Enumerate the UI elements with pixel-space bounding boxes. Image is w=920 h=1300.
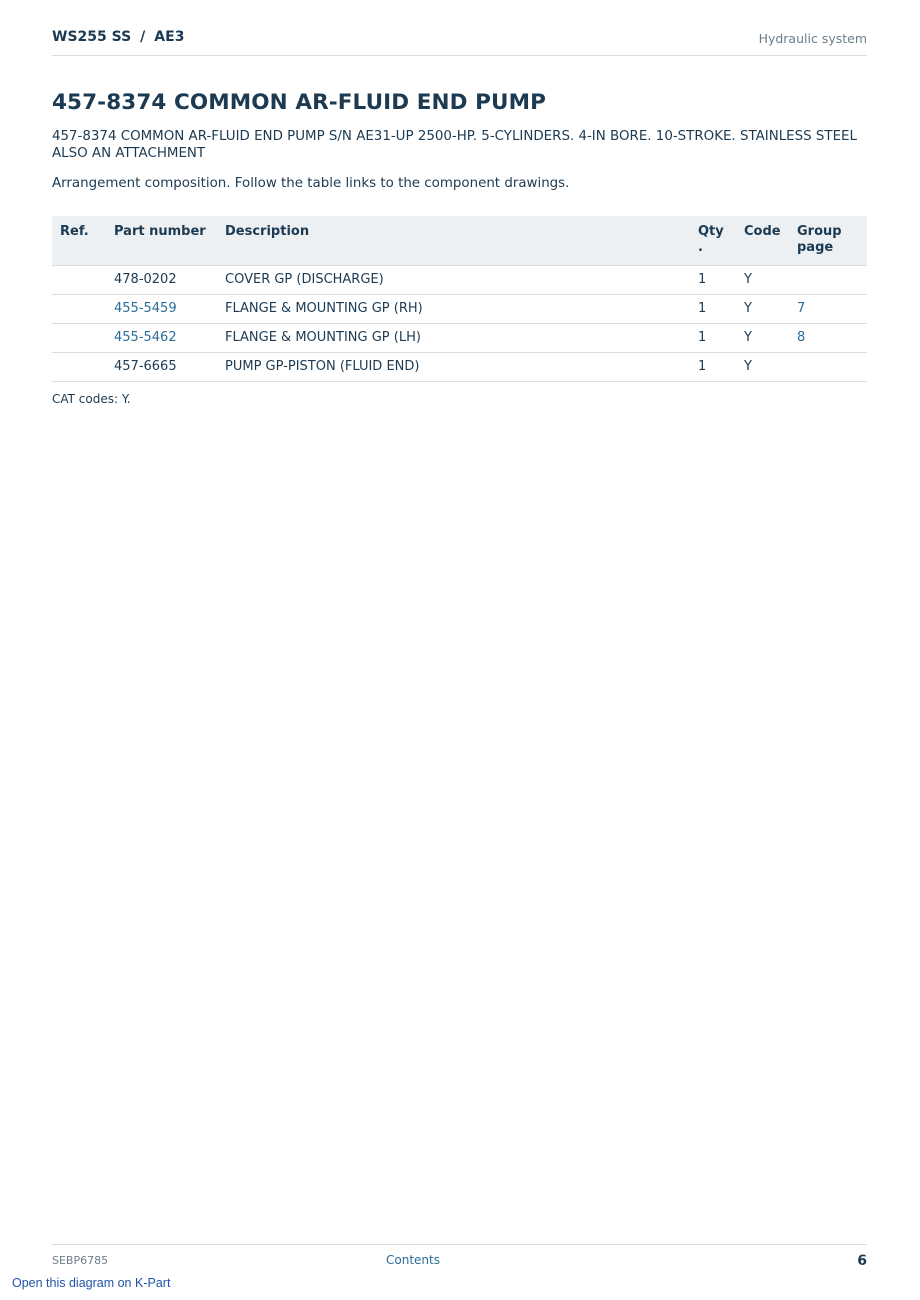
cell-qty: 1 [690, 295, 736, 324]
page-header [52, 28, 867, 56]
header-group-page: Group page [789, 216, 867, 266]
parts-table [52, 216, 867, 382]
cell-ref [52, 295, 106, 324]
cell-group-page [789, 266, 867, 295]
header-qty: Qty . [690, 216, 736, 266]
section-name: Hydraulic system [758, 31, 867, 46]
page-footer [52, 1244, 867, 1275]
table-row [52, 266, 867, 295]
cell-code: Y [736, 324, 789, 353]
header-breadcrumb [52, 29, 184, 45]
kpart-diagram-link[interactable]: Open this diagram on K-Part [12, 1276, 171, 1290]
group-page-link[interactable]: 8 [789, 324, 867, 353]
cell-description: FLANGE & MOUNTING GP (RH) [217, 295, 690, 324]
cell-qty: 1 [690, 324, 736, 353]
cell-qty: 1 [690, 266, 736, 295]
document-page [52, 0, 867, 1300]
serial-prefix: AE3 [154, 29, 185, 45]
table-row [52, 324, 867, 353]
intro-text: Arrangement composition. Follow the table links to the component drawings. [52, 176, 570, 191]
part-number-link[interactable]: 455-5462 [106, 324, 217, 353]
page-subtitle: 457-8374 COMMON AR-FLUID END PUMP S/N AE31-UP 2500-HP. 5-CYLINDERS. 4-IN BORE. 10-STROKE. STAINLESS STEEL ALSO AN ATTACHMENT [52, 129, 857, 161]
cell-code: Y [736, 266, 789, 295]
cell-qty: 1 [690, 353, 736, 382]
page-number: 6 [857, 1253, 867, 1269]
cell-part-number: 457-6665 [106, 353, 217, 382]
group-page-link[interactable]: 7 [789, 295, 867, 324]
part-number-link[interactable]: 455-5459 [106, 295, 217, 324]
table-row [52, 295, 867, 324]
header-ref: Ref. [52, 216, 106, 266]
cell-description: FLANGE & MOUNTING GP (LH) [217, 324, 690, 353]
model-name: WS255 SS [52, 29, 132, 45]
cell-code: Y [736, 295, 789, 324]
table-header-row [52, 216, 867, 266]
cell-part-number: 478-0202 [106, 266, 217, 295]
cell-ref [52, 324, 106, 353]
cell-ref [52, 353, 106, 382]
cat-codes-note: CAT codes: Y. [52, 392, 131, 406]
cell-group-page [789, 353, 867, 382]
cell-code: Y [736, 353, 789, 382]
cell-description: COVER GP (DISCHARGE) [217, 266, 690, 295]
header-part-number: Part number [106, 216, 217, 266]
contents-link[interactable]: Contents [386, 1253, 440, 1267]
document-number: SEBP6785 [52, 1254, 109, 1267]
header-description: Description [217, 216, 690, 266]
cell-description: PUMP GP-PISTON (FLUID END) [217, 353, 690, 382]
page-title: 457-8374 COMMON AR-FLUID END PUMP [52, 90, 546, 115]
header-code: Code [736, 216, 789, 266]
table-row [52, 353, 867, 382]
cell-ref [52, 266, 106, 295]
breadcrumb-separator: / [140, 29, 146, 45]
